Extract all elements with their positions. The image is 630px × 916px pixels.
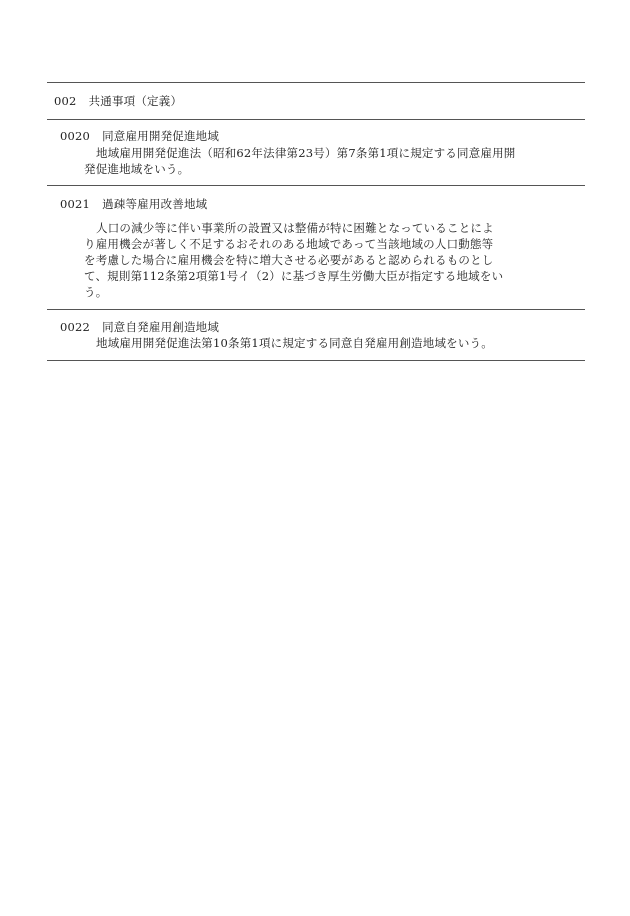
top-rule — [47, 82, 585, 83]
section-title: 共通事項（定義） — [88, 94, 183, 108]
entry-body-line: 地域雇用開発促進法第10条第1項に規定する同意自発雇用創造地域をいう。 — [96, 336, 493, 350]
section-rule — [47, 119, 585, 120]
entry-rule — [47, 309, 585, 310]
entry-code: 0021 — [60, 197, 91, 211]
entry-body-line: て、規則第112条第2項第1号イ（2）に基づき厚生労働大臣が指定する地域をい — [84, 269, 504, 283]
section-heading — [54, 93, 182, 109]
entry-code: 0022 — [60, 320, 91, 334]
entry-body-line: う。 — [84, 285, 108, 299]
entry-title: 過疎等雇用改善地域 — [102, 197, 208, 211]
entry-body-line: り雇用機会が著しく不足するおそれのある地域であって当該地域の人口動態等 — [84, 237, 494, 251]
entry-heading — [60, 319, 219, 335]
entry-title: 同意雇用開発促進地域 — [102, 129, 220, 143]
entry-body-line: 地域雇用開発促進法（昭和62年法律第23号）第7条第1項に規定する同意雇用開 — [96, 146, 516, 160]
entry-heading — [60, 128, 219, 144]
section-code: 002 — [54, 94, 77, 108]
entry-body-line: 発促進地域をいう。 — [84, 162, 190, 176]
entry-heading — [60, 196, 207, 212]
entry-title: 同意自発雇用創造地域 — [102, 320, 220, 334]
entry-code: 0020 — [60, 129, 91, 143]
entry-body-line: 人口の減少等に伴い事業所の設置又は整備が特に困難となっていることによ — [96, 221, 494, 235]
entry-body-line: を考慮した場合に雇用機会を特に増大させる必要があると認められるものとし — [84, 253, 494, 267]
entry-rule — [47, 185, 585, 186]
bottom-rule — [47, 360, 585, 361]
